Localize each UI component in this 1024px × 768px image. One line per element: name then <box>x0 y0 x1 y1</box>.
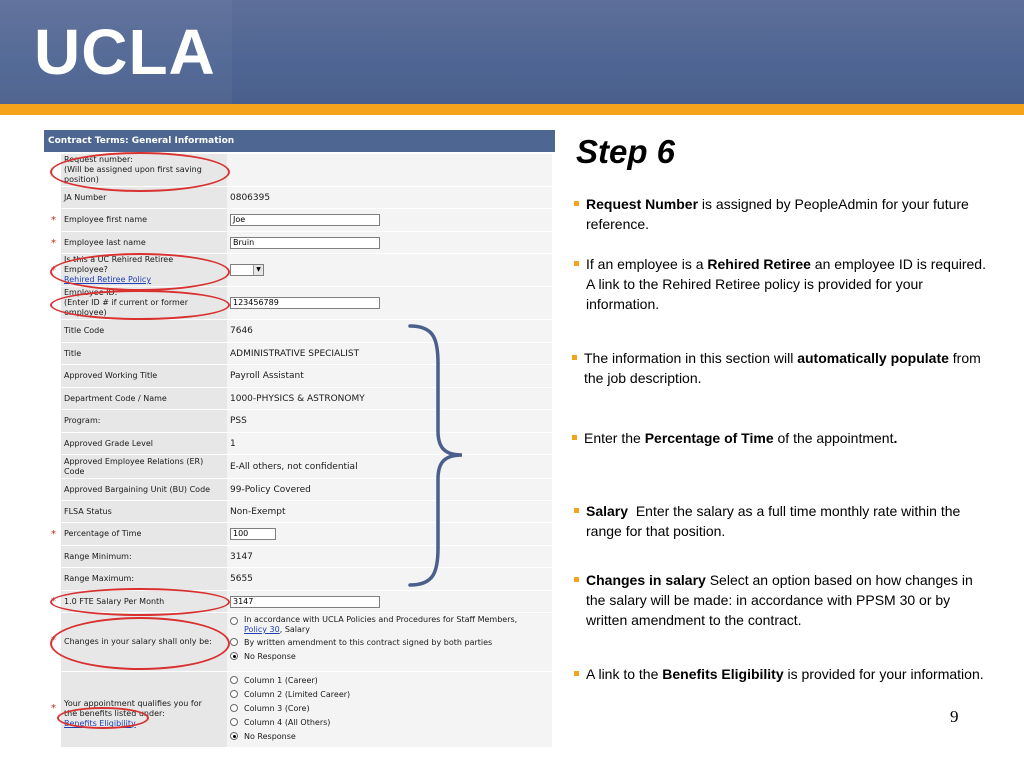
range-minimum-value: 3147 <box>227 546 552 567</box>
required-star: * <box>51 265 56 276</box>
row-er-code: Approved Employee Relations (ER) Code E-All others, not confidential <box>44 455 555 479</box>
rehired-retiree-policy-link[interactable]: Rehired Retiree Policy <box>64 275 152 284</box>
benefits-label: Your appointment qualifies you for <box>64 698 202 708</box>
required-star: * <box>51 238 56 249</box>
ucla-logo: UCLA <box>34 16 216 88</box>
title-label: Title <box>61 343 227 364</box>
form-title: Contract Terms: General Information <box>44 130 555 152</box>
row-salary-changes: * Changes in your salary shall only be: In accordance with UCLA Policies and Procedures for Staff Members, Policy 30, Salary By written amendment to this contract signed by both parties No Response <box>44 613 555 672</box>
curly-brace-annotation <box>405 323 465 588</box>
row-department <box>44 388 555 410</box>
title-value: ADMINISTRATIVE SPECIALIST <box>227 343 552 364</box>
ja-number-value: 0806395 <box>227 187 552 208</box>
policy-30-link[interactable]: Policy 30 <box>244 625 280 634</box>
rehired-retiree-select[interactable] <box>230 264 264 276</box>
benefits-column3-radio[interactable] <box>230 704 238 712</box>
row-first-name <box>44 209 555 232</box>
row-grade-level <box>44 433 555 455</box>
salary-changes-label: Changes in your salary shall only be: <box>61 613 227 671</box>
row-rehired-retiree: * Is this a UC Rehired Retiree Employee? Rehired Retiree Policy ▼ <box>44 254 555 287</box>
row-flsa <box>44 501 555 523</box>
accent-bar <box>0 104 1024 115</box>
benefits-column4-radio[interactable] <box>230 718 238 726</box>
bullet-square-icon <box>574 201 579 206</box>
title-code-label: Title Code <box>61 320 227 342</box>
row-fte-salary <box>44 591 555 613</box>
bullet-auto-populate: The information in this section will automatically populate from the job description. <box>570 348 990 388</box>
employee-id-label: Employee ID: <box>64 288 118 297</box>
row-title-code <box>44 320 555 343</box>
page-number: 9 <box>950 707 959 726</box>
row-working-title <box>44 365 555 388</box>
title-code-value: 7646 <box>227 320 552 342</box>
required-star: * <box>51 215 56 226</box>
contract-terms-form <box>44 130 555 748</box>
salary-policy30-radio[interactable] <box>230 617 238 625</box>
er-code-value: E-All others, not confidential <box>227 455 552 478</box>
row-program <box>44 410 555 433</box>
step-title: Step 6 <box>576 133 676 170</box>
salary-no-response-radio[interactable] <box>230 652 238 660</box>
range-maximum-label: Range Maximum: <box>61 568 227 590</box>
first-name-label: Employee first name <box>61 209 227 231</box>
request-number-label: Request number: <box>64 155 133 164</box>
fte-salary-label: 1.0 FTE Salary Per Month <box>61 591 227 612</box>
row-ja-number <box>44 187 555 209</box>
rehired-retiree-label: Is this a UC Rehired Retiree <box>64 255 174 264</box>
department-label: Department Code / Name <box>61 388 227 409</box>
required-star: * <box>51 635 56 646</box>
last-name-input[interactable]: Bruin <box>230 237 380 249</box>
bullet-benefits-eligibility: A link to the Benefits Eligibility is provided for your information. <box>572 664 992 684</box>
employee-id-input[interactable]: 123456789 <box>230 297 380 309</box>
row-benefits: * Your appointment qualifies you for the benefits listed under: Benefits Eligibility Column 1 (Career) Column 2 (Limited Career) Column 3 (Core) Column 4 (All Others) No Response <box>44 672 555 748</box>
required-star: * <box>51 529 56 540</box>
grade-level-label: Approved Grade Level <box>61 433 227 454</box>
program-label: Program: <box>61 410 227 432</box>
benefits-column2-radio[interactable] <box>230 690 238 698</box>
bullet-changes-in-salary: Changes in salary Select an option based on how changes in the salary will be made: in accordance with PPSM 30 or by written amendment to the contract. <box>572 570 992 630</box>
flsa-label: FLSA Status <box>61 501 227 522</box>
bullet-square-icon <box>572 435 577 440</box>
row-last-name <box>44 232 555 254</box>
department-value: 1000-PHYSICS & ASTRONOMY <box>227 388 552 409</box>
required-star: * <box>51 703 56 714</box>
bullet-square-icon <box>574 261 579 266</box>
bullet-salary: Salary Enter the salary as a full time monthly rate within the range for that position. <box>572 501 992 541</box>
row-bu-code <box>44 479 555 501</box>
benefits-eligibility-link[interactable]: Benefits Eligibility <box>64 718 136 728</box>
bullet-square-icon <box>574 671 579 676</box>
row-title <box>44 343 555 365</box>
range-maximum-value: 5655 <box>227 568 552 590</box>
working-title-value: Payroll Assistant <box>227 365 552 387</box>
row-range-minimum <box>44 546 555 568</box>
range-minimum-label: Range Minimum: <box>61 546 227 567</box>
bullet-square-icon <box>574 577 579 582</box>
percentage-of-time-input[interactable]: 100 <box>230 528 276 540</box>
row-employee-id: Employee ID: (Enter ID # if current or former employee) 123456789 <box>44 287 555 320</box>
ja-number-label: JA Number <box>61 187 227 208</box>
bu-code-label: Approved Bargaining Unit (BU) Code <box>61 479 227 500</box>
benefits-column1-radio[interactable] <box>230 676 238 684</box>
last-name-label: Employee last name <box>61 232 227 253</box>
request-number-value <box>227 154 552 186</box>
bullet-square-icon <box>572 355 577 360</box>
flsa-value: Non-Exempt <box>227 501 552 522</box>
bullet-rehired-retiree: If an employee is a Rehired Retiree an employee ID is required. A link to the Rehired Retiree policy is provided for your information. <box>572 254 992 314</box>
first-name-input[interactable]: Joe <box>230 214 380 226</box>
bullet-request-number: Request Number is assigned by PeopleAdmin for your future reference. <box>572 194 992 234</box>
required-star: * <box>51 596 56 607</box>
program-value: PSS <box>227 410 552 432</box>
salary-amendment-radio[interactable] <box>230 638 238 646</box>
row-range-maximum <box>44 568 555 591</box>
bu-code-value: 99-Policy Covered <box>227 479 552 500</box>
row-percentage-of-time <box>44 523 555 546</box>
percentage-of-time-label: Percentage of Time <box>61 523 227 545</box>
working-title-label: Approved Working Title <box>61 365 227 387</box>
fte-salary-input[interactable]: 3147 <box>230 596 380 608</box>
benefits-no-response-radio[interactable] <box>230 732 238 740</box>
bullet-square-icon <box>574 508 579 513</box>
er-code-label: Approved Employee Relations (ER) <box>64 456 204 466</box>
dropdown-arrow-icon: ▼ <box>253 265 263 275</box>
header-banner <box>0 0 1024 104</box>
bullet-percentage-of-time: Enter the Percentage of Time of the appointment. <box>570 428 990 448</box>
grade-level-value: 1 <box>227 433 552 454</box>
row-request-number: Request number: (Will be assigned upon first saving position) <box>44 154 555 187</box>
